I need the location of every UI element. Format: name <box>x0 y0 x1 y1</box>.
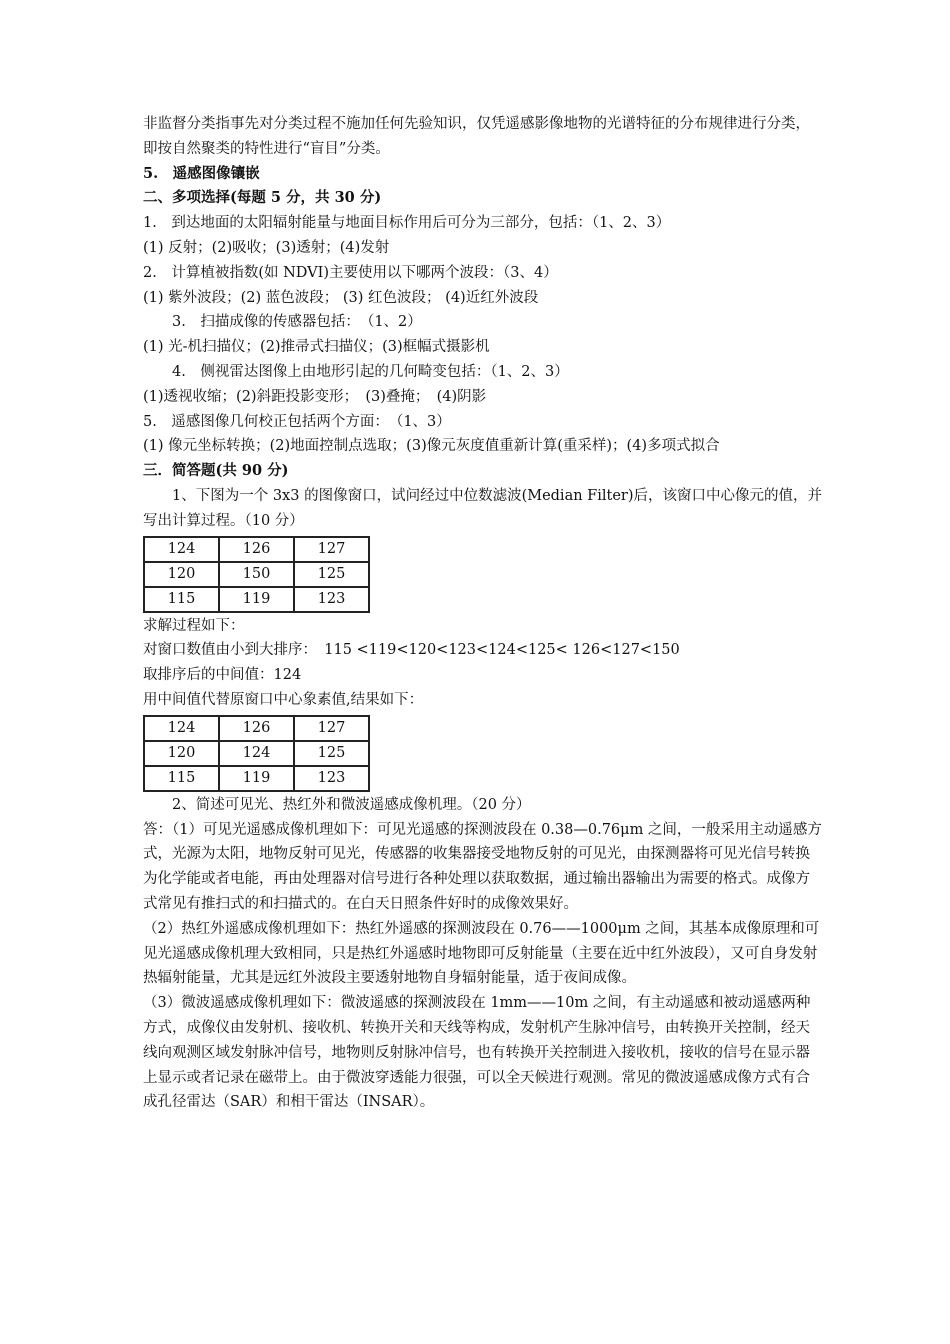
table-row <box>144 741 369 766</box>
table-cell: 126 <box>219 716 294 741</box>
table-row <box>144 716 369 741</box>
solution-intro: 求解过程如下： <box>143 617 245 634</box>
document-page <box>143 112 823 1115</box>
table-cell: 124 <box>219 741 294 766</box>
sa-q1: 1、下图为一个 3x3 的图像窗口，试问经过中位数滤波(Median Filter)后，该窗口中心像元的值，并写出计算过程。（10 分） <box>143 487 822 529</box>
table-row <box>144 537 369 562</box>
mc-q2: 2. 计算植被指数(如 NDVI)主要使用以下哪两个波段：（3、4） <box>143 264 558 281</box>
mc-q3-options: (1) 光-机扫描仪；(2)推帚式扫描仪；(3)框幅式摄影机 <box>143 339 490 356</box>
table-cell: 126 <box>219 537 294 562</box>
table-cell: 115 <box>144 766 219 791</box>
mc-q5: 5. 遥感图像几何校正包括两个方面： （1、3） <box>143 413 451 430</box>
answer-thermal-ir: （2）热红外遥感成像机理如下：热红外遥感的探测波段在 0.76——1000μm 之间，其基本成像原理和可见光遥感成像机理大致相同，只是热红外遥感时地物即可反射能量（主要在近中红外波段），又可自身发射热辐射能量，尤其是远红外波段主要透射地物自身辐射能量，适于夜间成像。 <box>143 920 820 987</box>
table-cell: 119 <box>219 766 294 791</box>
table-cell: 119 <box>219 587 294 612</box>
mc-q3: 3. 扫描成像的传感器包括： （1、2） <box>172 314 422 331</box>
mc-q2-options: (1) 紫外波段；(2) 蓝色波段； (3) 红色波段； (4)近红外波段 <box>143 289 539 306</box>
mc-q1-options: (1) 反射；(2)吸收；(3)透射；(4)发射 <box>143 239 390 256</box>
section2-title: 二、多项选择(每题 5 分，共 30 分) <box>143 189 382 207</box>
table-cell: 125 <box>294 741 369 766</box>
input-window-table <box>143 536 370 613</box>
table-row <box>144 562 369 587</box>
mc-q5-options: (1) 像元坐标转换；(2)地面控制点选取；(3)像元灰度值重新计算(重采样)；(4)多项式拟合 <box>143 438 720 455</box>
section3-title: 三．简答题(共 90 分) <box>143 462 289 480</box>
mc-q4: 4. 侧视雷达图像上由地形引起的几何畸变包括：（1、2、3） <box>172 363 569 380</box>
answer-visible: 答：（1）可见光遥感成像机理如下：可见光遥感的探测波段在 0.38—0.76μm 之间，一般采用主动遥感方式，光源为太阳，地物反射可见光，传感器的收集器接受地物反射的可见光，由探测器将可见光信号转换为化学能或者电能，再由处理器对信号进行各种处理以获取数据，通过输出器输出为需要的格式。成像方式常见有推扫式的和扫描式的。在白天日照条件好时的成像效果好。 <box>143 821 822 912</box>
table-row <box>144 766 369 791</box>
result-window-table <box>143 715 370 792</box>
table-cell: 115 <box>144 587 219 612</box>
answer-microwave: （3）微波遥感成像机理如下：微波遥感的探测波段在 1mm——10m 之间，有主动遥感和被动遥感两种方式，成像仪由发射机、接收机、转换开关和天线等构成，发射机产生脉冲信号，由转换开关控制，经天线向观测区域发射脉冲信号，地物则反射脉冲信号，也有转换开关控制进入接收机，接收的信号在显示器上显示或者记录在磁带上。由于微波穿透能力很强，可以全天候进行观测。常见的微波遥感成像方式有合成孔径雷达（SAR）和相干雷达（INSAR）。 <box>143 995 811 1111</box>
table-cell: 124 <box>144 716 219 741</box>
table-cell: 150 <box>219 562 294 587</box>
table-cell: 127 <box>294 537 369 562</box>
table-cell: 127 <box>294 716 369 741</box>
table-cell: 123 <box>294 766 369 791</box>
mc-q4-options: (1)透视收缩；(2)斜距投影变形； (3)叠掩； (4)阴影 <box>143 388 487 405</box>
mc-q1: 1. 到达地面的太阳辐射能量与地面目标作用后可分为三部分，包括：（1、2、3） <box>143 215 671 232</box>
solution-median: 取排序后的中间值：124 <box>143 667 302 684</box>
unsupervised-definition: 非监督分类指事先对分类过程不施加任何先验知识，仅凭遥感影像地物的光谱特征的分布规律进行分类，即按自然聚类的特性进行“盲目”分类。 <box>143 116 810 157</box>
table-cell: 120 <box>144 741 219 766</box>
table-cell: 124 <box>144 537 219 562</box>
table-cell: 123 <box>294 587 369 612</box>
solution-replace: 用中间值代替原窗口中心象素值,结果如下： <box>143 691 424 708</box>
table-row <box>144 587 369 612</box>
table-cell: 125 <box>294 562 369 587</box>
item-5-mosaic: 5. 遥感图像镶嵌 <box>143 164 260 182</box>
sa-q2: 2、简述可见光、热红外和微波遥感成像机理。（20 分） <box>172 796 531 813</box>
table-cell: 120 <box>144 562 219 587</box>
solution-sort: 对窗口数值由小到大排序： 115 <119<120<123<124<125< 126<127<150 <box>143 642 680 659</box>
